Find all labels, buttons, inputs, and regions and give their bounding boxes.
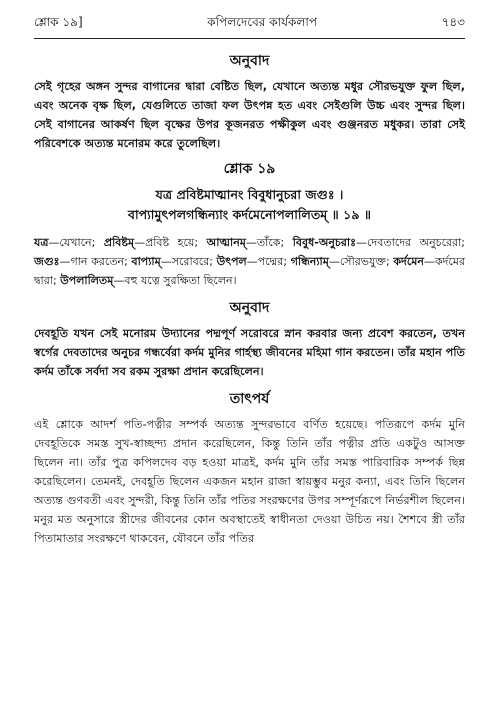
wfw-meaning: —গান করতেন; [59, 255, 132, 268]
header-rule [34, 38, 465, 39]
wfw-term: বাপ্যাম্ [131, 255, 161, 268]
translation-heading: অনুবাদ [229, 53, 270, 69]
wfw-term: গন্ধিন্যাম্ [290, 255, 329, 268]
wfw-meaning: —সৌরভযুক্ত; [328, 255, 394, 268]
translation-heading-2: অনুবাদ [229, 300, 270, 316]
wfw-meaning: —তাঁকে; [245, 236, 293, 249]
wfw-term: উৎপল [216, 255, 247, 268]
translation-paragraph-2: দেবহূতি যখন সেই মনোরম উদ্যানের পদ্মপূর্ণ সরোবরে স্নান করবার জন্য প্রবেশ করতেন, তখন স্বর্গের দেবতাদের অনুচর গন্ধর্বেরা কর্দম মুনির গার্হস্থ্য জীবনের মহিমা গান করতেন। তাঁর মহান পতি কর্দম তাঁকে সর্বদা সব রকম সুরক্ষা প্রদান করেছিলেন। [34, 327, 465, 378]
wfw-term: বিবুধ-অনুচরাঃ [292, 236, 356, 249]
wfw-meaning: —সরোবরে; [160, 255, 217, 268]
wfw-meaning: —কর্দমের দ্বারা; [34, 255, 465, 287]
verse-line-1: যত্র প্রবিষ্টমাত্মানং বিবুধানুচরা জগুঃ । [155, 187, 344, 202]
wfw-term: জগুঃ [34, 255, 60, 268]
header-verse-ref: শ্লোক ১৯] [34, 15, 83, 29]
wfw-term: যত্র [34, 236, 49, 249]
wfw-meaning: —পদ্মের; [246, 255, 291, 268]
purport-heading: তাৎপর্য [229, 391, 270, 407]
purport-paragraph: এই শ্লোকে আদর্শ পতি-পত্নীর সম্পর্ক অত্যন্ত সুন্দরভাবে বর্ণিত হয়েছে। পতিরূপে কর্দম মুনি দেবহূতিকে সমস্ত সুখ-স্বাচ্ছন্দ্য প্রদান করেছিলেন, কিন্তু তিনি তাঁর পত্নীর প্রতি একটুও আসক্ত ছিলেন না। তাঁর পুত্র কপিলদেব বড় হওয়া মাত্রই, কর্দম মুনি তাঁর সমস্ত পারিবারিক সম্পর্ক ছিন্ন করেছিলেন। তেমনই, দেবহূতি ছিলেন একজন মহান রাজা স্বায়ম্ভুব মনুর কন্যা, এবং তিনি ছিলেন অত্যন্ত গুণবতী এবং সুন্দরী, কিন্তু তিনি তাঁর পতির সংরক্ষণের উপর সম্পূর্ণরূপে নির্ভরশীল ছিলেন। মনুর মত অনুসারে স্ত্রীদের জীবনের কোন অবস্থাতেই স্বাধীনতা দেওয়া উচিত নয়। শৈশবে স্ত্রী তাঁর পিতামাতার সংরক্ষণে থাকবেন, যৌবনে তাঁর পতির [34, 418, 465, 545]
verse-line-2: বাপ্যামুৎপলগন্ধিন্যাং কর্দমেনোপলালিতম্ ॥ ১৯ ॥ [127, 207, 372, 222]
wfw-term: কর্দমেন [393, 255, 424, 268]
verse-heading: শ্লোক ১৯ [223, 161, 276, 177]
translation-paragraph: সেই গৃহের অঙ্গন সুন্দর বাগানের দ্বারা বেষ্টিত ছিল, যেখানে অত্যন্ত মধুর সৌরভযুক্ত ফুল ছিল, এবং অনেক বৃক্ষ ছিল, যেগুলিতে তাজা ফল উৎপন্ন হত এবং সেইগুলি উচ্চ এবং সুন্দর ছিল। সেই বাগানের আকর্ষণ ছিল বৃক্ষের উপর কূজনরত পক্ষীকুল এবং গুঞ্জনরত মধুকর। তারা সেই পরিবেশকে অত্যন্ত মনোরম করে তুলেছিল। [34, 80, 465, 150]
wfw-meaning: —যেখানে; [48, 236, 104, 249]
header-chapter-title: কপিলদেবের কার্যকলাপ [207, 15, 317, 29]
wfw-term: প্রবিষ্টম্ [103, 236, 135, 249]
running-header [34, 14, 465, 36]
wfw-meaning: —দেবতাদের অনুচরেরা; [355, 236, 466, 249]
wfw-meaning: —বহু যত্নে সুরক্ষিতা ছিলেন। [113, 274, 237, 287]
wfw-meaning: —প্রবিষ্ট হয়ে; [134, 236, 207, 249]
header-page-number: ৭৪৩ [441, 15, 465, 29]
wfw-term: আত্মানম্ [206, 236, 246, 249]
word-for-word [34, 233, 465, 290]
sanskrit-verse [34, 185, 465, 225]
wfw-term: উপলালিতম্ [60, 274, 114, 287]
